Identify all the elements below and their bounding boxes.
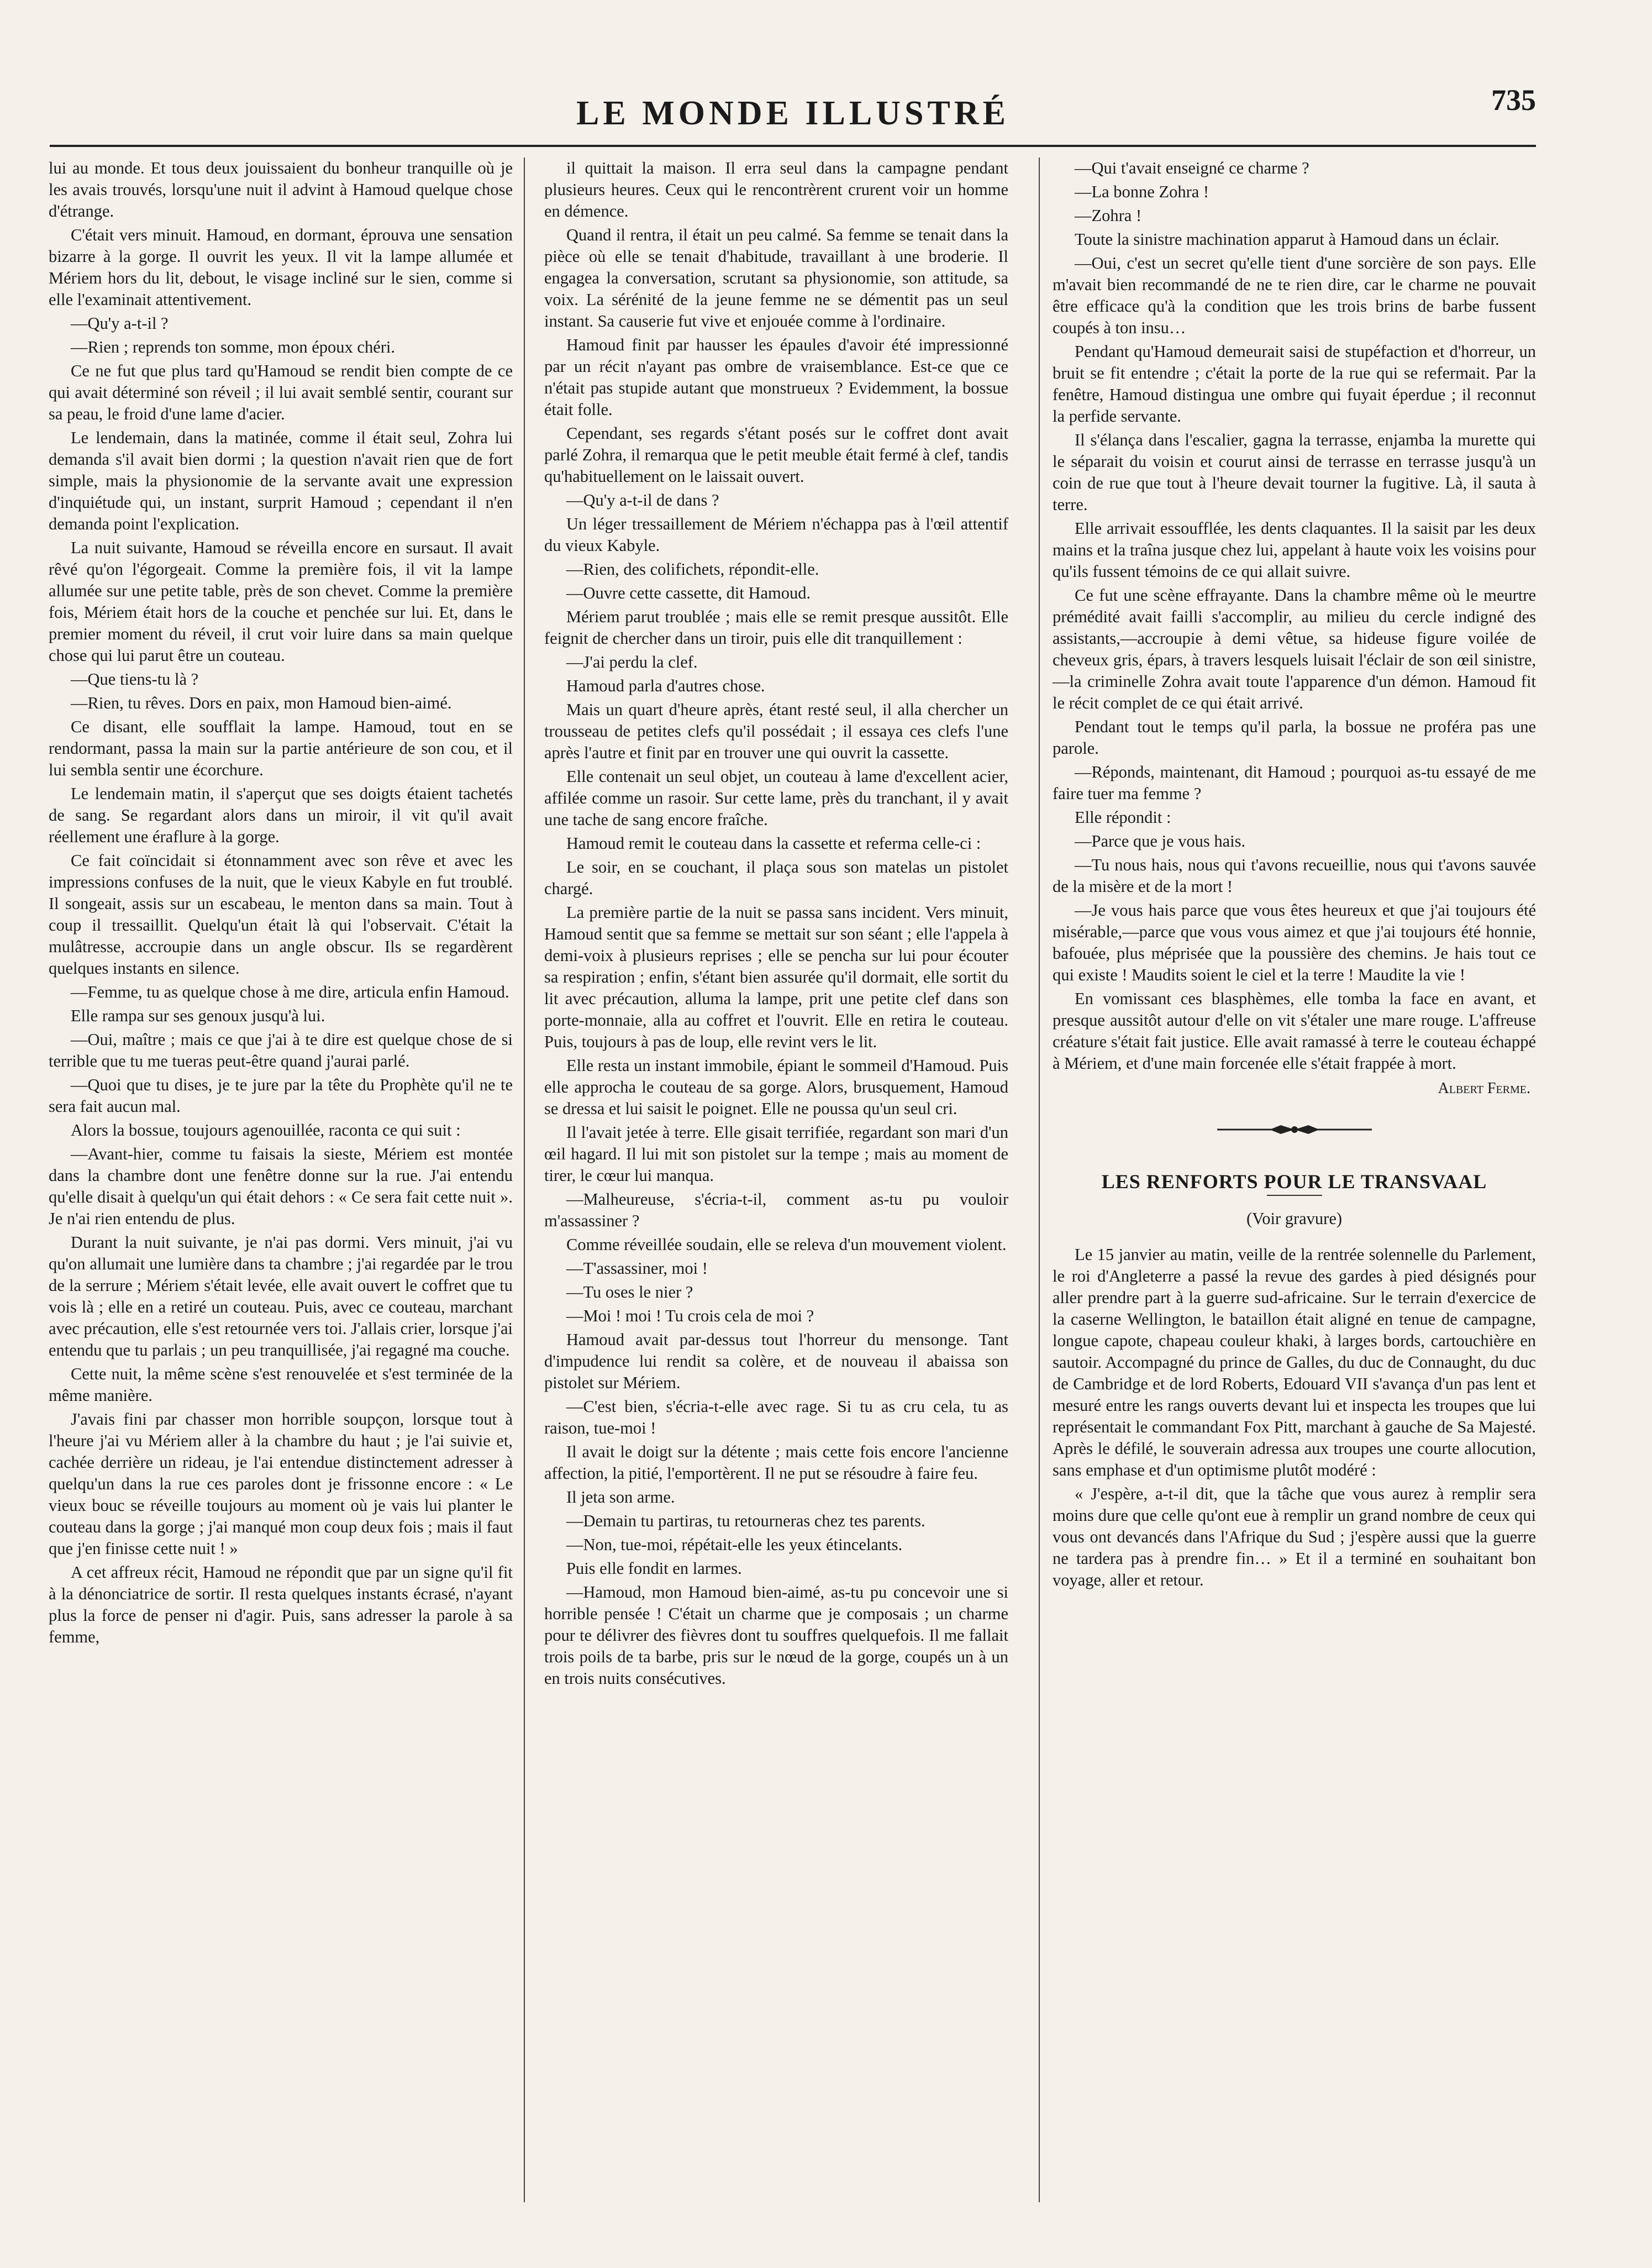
paragraph: —Oui, c'est un secret qu'elle tient d'une sorcière de son pays. Elle m'avait bien recommandé de ne te rien dire, car le charme ne pouvait être efficace qu'à la condition que les trois brins de barbe fussent coupés à ton insu…: [1053, 254, 1536, 337]
paragraph: Durant la nuit suivante, je n'ai pas dormi. Vers minuit, j'ai vu qu'on allumait une lumière dans ta chambre ; j'ai regardée par le trou de la serrure ; Mériem s'était levée, elle avait ouvert le coffret que tu vois là ; elle en a retiré un couteau. Puis, avec ce couteau, marchant avec précaution, elle s'est retournée vers toi. J'allais crier, lorsque j'ai entendu que tu parlais ; un peu tranquillisée, j'ai regagné ma couche.: [49, 1233, 513, 1359]
paragraph: Hamoud remit le couteau dans la cassette et referma celle-ci :: [566, 834, 981, 853]
paragraph: —Rien, tu rêves. Dors en paix, mon Hamoud bien-aimé.: [71, 694, 452, 712]
paragraph: —Rien, des colifichets, répondit-elle.: [566, 560, 819, 579]
column-divider: [1039, 158, 1040, 2202]
paragraph: —Ouvre cette cassette, dit Hamoud.: [566, 584, 811, 602]
paragraph: Elle resta un instant immobile, épiant le sommeil d'Hamoud. Puis elle approcha le couteau de sa gorge. Alors, brusquement, Hamoud se dressa et lui saisit le poignet. Elle ne poussa qu'un seul cri.: [544, 1056, 1008, 1118]
paragraph: Le lendemain, dans la matinée, comme il était seul, Zohra lui demanda s'il avait bien dormi ; la question n'avait rien que de fort simple, mais la physionomie de la servante avait une expression d'inquiétude qui, un instant, surprit Hamoud ; cependant il n'en demanda point l'explication.: [49, 428, 513, 533]
column-divider: [524, 158, 525, 2202]
paragraph: Elle arrivait essoufflée, les dents claquantes. Il la saisit par les deux mains et la traîna jusque chez lui, appelant à haute voix les voisins pour qu'ils fussent témoins de ce qui allait suivre.: [1053, 519, 1536, 581]
paragraph: —Zohra !: [1075, 206, 1142, 225]
paragraph: —Avant-hier, comme tu faisais la sieste, Mériem est montée dans la chambre dont une fenêtre donne sur la rue. J'ai entendu qu'elle disait à quelqu'un qui était dehors : « Ce sera fait cette nuit ». Je n'ai rien entendu de plus.: [49, 1144, 513, 1228]
paragraph: —Qu'y a-t-il de dans ?: [566, 491, 719, 510]
paragraph: J'avais fini par chasser mon horrible soupçon, lorsque tout à l'heure j'ai vu Mériem aller à la chambre du haut ; je l'ai suivie et, cachée derrière un rideau, je l'ai entendue distinctement adresser à quelqu'un dans la rue ces paroles dont je frissonne encore : « Le vieux bouc se réveille toujours au moment où je vais lui planter le couteau dans la gorge ; j'ai manqué mon coup deux fois ; mais il faut que j'en finisse cette nuit ! »: [49, 1410, 513, 1558]
paragraph: —Tu oses le nier ?: [566, 1283, 693, 1301]
paragraph: Il avait le doigt sur la détente ; mais cette fois encore l'ancienne affection, la pitié, l'emportèrent. Il ne put se résoudre à faire feu.: [544, 1442, 1008, 1483]
paragraph: —Rien ; reprends ton somme, mon époux chéri.: [71, 338, 396, 356]
paragraph: Le 15 janvier au matin, veille de la rentrée solennelle du Parlement, le roi d'Angleterre a passé la revue des gardes à pied désignés pour aller prendre part à la guerre sud-africaine. Sur le terrain d'exercice de la caserne Wellington, le bataillon était aligné en tenue de campagne, longue capote, chapeau couleur khaki, à larges bords, cartouchière en sautoir. Accompagné du prince de Galles, du duc de Connaught, du duc de Cambridge et de lord Roberts, Edouard VII s'avança d'un pas lent et mesuré entre les rangs ouverts devant lui et inspecta les troupes que lui représentait le commandant Fox Pitt, marchant à gauche de Sa Majesté. Après le défilé, le souverain adressa aux troupes une courte allocution, sans emphase et d'un optimisme plutôt modéré :: [1053, 1245, 1536, 1479]
paragraph: —Que tiens-tu là ?: [71, 670, 199, 689]
paragraph: Hamoud finit par hausser les épaules d'avoir été impressionné par un récit n'ayant pas ombre de vraisemblance. Est-ce que ce n'était pas stupide autant que monstrueux ? Evidemment, la bossue était folle.: [544, 335, 1008, 419]
paragraph: —Non, tue-moi, répétait-elle les yeux étincelants.: [566, 1535, 903, 1554]
section-subtitle: (Voir gravure): [1246, 1209, 1343, 1228]
paragraph: —Parce que je vous hais.: [1075, 832, 1246, 851]
column-2: [544, 158, 1008, 1692]
masthead-title: LE MONDE ILLUSTRÉ: [576, 95, 1009, 132]
paragraph: —Femme, tu as quelque chose à me dire, articula enfin Hamoud.: [71, 983, 509, 1001]
column-3: [1053, 158, 1536, 1593]
paragraph: Pendant tout le temps qu'il parla, la bossue ne proféra pas une parole.: [1053, 717, 1536, 758]
paragraph: —Moi ! moi ! Tu crois cela de moi ?: [566, 1306, 814, 1325]
paragraph: Puis elle fondit en larmes.: [566, 1559, 742, 1578]
paragraph: Comme réveillée soudain, elle se releva d'un mouvement violent.: [566, 1235, 1007, 1254]
paragraph: La première partie de la nuit se passa sans incident. Vers minuit, Hamoud sentit que sa femme se mettait sur son séant ; elle l'appela à demi-voix à plusieurs reprises ; elle se pencha sur lui pour écouter sa respiration ; enfin, s'étant bien assurée qu'il dormait, elle sortit du lit avec précaution, alluma la lampe, prit une petite clef dans son porte-monnaie, alla au coffret et l'ouvrit. Elle en retira le couteau. Puis, toujours à pas de loup, elle revint vers le lit.: [544, 903, 1008, 1051]
paragraph: Ce fait coïncidait si étonnamment avec son rêve et avec les impressions confuses de la nuit, que le vieux Kabyle en fut troublé. Il songeait, assis sur un escabeau, le menton dans sa main. Tout à coup il tressaillit. Quelqu'un était là qui l'observait. C'était la mulâtresse, accroupie dans un angle obscur. Ils se regardèrent quelques instants en silence.: [49, 851, 513, 978]
paragraph: Ce ne fut que plus tard qu'Hamoud se rendit bien compte de ce qui avait déterminé son réveil ; il lui avait semblé sentir, courant sur sa peau, le froid d'une lame d'acier.: [49, 361, 513, 423]
ornament-divider-icon: [1212, 1121, 1377, 1138]
paragraph: Hamoud parla d'autres chose.: [566, 676, 765, 695]
paragraph: En vomissant ces blasphèmes, elle tomba la face en avant, et presque aussitôt autour d'elle on vit s'étaler une mare rouge. L'affreuse créature s'était fait justice. Elle avait ramassé à terre le couteau échappé à Mériem, et d'une main forcenée elle s'était frappée à mort.: [1053, 989, 1536, 1073]
paragraph: Ce fut une scène effrayante. Dans la chambre même où le meurtre prémédité avait failli s'accomplir, au milieu du cercle indigné des assistants,—accroupie à demi vêtue, sa hideuse figure voilée de cheveux gris, épars, à travers lesquels luisait l'éclair de son œil sinistre,—la criminelle Zohra avait toute l'apparence d'un démon. Hamoud fit le récit complet de ce qui était arrivé.: [1053, 586, 1536, 712]
section-title: LES RENFORTS POUR LE TRANSVAAL: [1101, 1170, 1487, 1193]
paragraph: —J'ai perdu la clef.: [566, 653, 698, 671]
paragraph: Hamoud avait par-dessus tout l'horreur du mensonge. Tant d'impudence lui rendit sa colère, et de nouveau il abaissa son pistolet sur Mériem.: [544, 1330, 1008, 1392]
paragraph: Mais un quart d'heure après, étant resté seul, il alla chercher un trousseau de petites clefs qu'il possédait ; il essaya ces clefs l'une après l'autre et finit par en trouver une qui ouvrit la cassette.: [544, 700, 1008, 762]
page-header: [50, 77, 1536, 138]
title-rule: [1267, 1195, 1322, 1196]
paragraph: Le lendemain matin, il s'aperçut que ses doigts étaient tachetés de sang. Se regardant alors dans un miroir, il vit qu'il avait réellement une éraflure à la gorge.: [49, 784, 513, 846]
paragraph: La nuit suivante, Hamoud se réveilla encore en sursaut. Il avait rêvé qu'on l'égorgeait. Comme la première fois, il vit la lampe allumée sur une petite table, près de son chevet. Comme la première fois, Mériem était hors de la couche et penchée sur lui. Et, dans le premier moment du réveil, il crut voir luire dans sa main quelque chose qui lui parut être un couteau.: [49, 538, 513, 665]
paragraph: —Qui t'avait enseigné ce charme ?: [1075, 159, 1309, 177]
paragraph: Elle répondit :: [1075, 808, 1171, 827]
paragraph: —Hamoud, mon Hamoud bien-aimé, as-tu pu concevoir une si horrible pensée ! C'était un charme que je composais ; un charme pour te délivrer des fièvres dont tu souffres quelquefois. Il me fallait trois poils de ta barbe, pris sur le nœud de la gorge, coupés un à un en trois nuits consécutives.: [544, 1583, 1008, 1688]
paragraph: Alors la bossue, toujours agenouillée, raconta ce qui suit :: [71, 1121, 461, 1140]
paragraph: Ce disant, elle soufflait la lampe. Hamoud, tout en se rendormant, passa la main sur la partie antérieure de son cou, et il lui sembla sentir une écorchure.: [49, 717, 513, 779]
paragraph: C'était vers minuit. Hamoud, en dormant, éprouva une sensation bizarre à la gorge. Il ouvrit les yeux. Il vit la lampe allumée et Mériem hors du lit, debout, le visage incliné sur le sien, comme si elle l'examinait attentivement.: [49, 225, 513, 309]
paragraph: —La bonne Zohra !: [1075, 182, 1209, 201]
paragraph: lui au monde. Et tous deux jouissaient du bonheur tranquille où je les avais trouvés, lorsqu'une nuit il advint à Hamoud quelque chose d'étrange.: [49, 159, 513, 221]
paragraph: Mériem parut troublée ; mais elle se remit presque aussitôt. Elle feignit de chercher dans un tiroir, puis elle dit tranquillement :: [544, 607, 1008, 648]
paragraph: —Oui, maître ; mais ce que j'ai à te dire est quelque chose de si terrible que tu me tueras peut-être quand j'aurai parlé.: [49, 1030, 513, 1070]
paragraph: Pendant qu'Hamoud demeurait saisi de stupéfaction et d'horreur, un bruit se fit entendre ; c'était la porte de la rue qui se refermait. Par la fenêtre, Hamoud distingua une ombre qui fuyait éperdue ; il reconnut la perfide servante.: [1053, 342, 1536, 426]
column-3-story: [1053, 158, 1536, 1074]
page-number: 735: [1491, 83, 1536, 117]
paragraph: Cette nuit, la même scène s'est renouvelée et s'est terminée de la même manière.: [49, 1364, 513, 1405]
header-rule: [50, 145, 1536, 147]
paragraph: —T'assassiner, moi !: [566, 1259, 708, 1278]
paragraph: Le soir, en se couchant, il plaça sous son matelas un pistolet chargé.: [544, 858, 1008, 898]
author-signature: Albert Ferme.: [1438, 1080, 1530, 1097]
paragraph: —Qu'y a-t-il ?: [71, 314, 169, 333]
paragraph: Il jeta son arme.: [566, 1488, 675, 1506]
paragraph: —Demain tu partiras, tu retourneras chez tes parents.: [566, 1511, 925, 1530]
paragraph: A cet affreux récit, Hamoud ne répondit que par un signe qu'il fit à la dénonciatrice de sortir. Il resta quelques instants écrasé, n'ayant plus la force de penser ni d'agir. Puis, sans adresser la parole à sa femme,: [49, 1563, 513, 1646]
paragraph: —Quoi que tu dises, je te jure par la tête du Prophète qu'il ne te sera fait aucun mal.: [49, 1075, 513, 1116]
paragraph: Elle contenait un seul objet, un couteau à lame d'excellent acier, affilée comme un rasoir. Sur cette lame, près du tranchant, il y avait une tache de sang encore fraîche.: [544, 767, 1008, 829]
paragraph: « J'espère, a-t-il dit, que la tâche que vous aurez à remplir sera moins dure que celle qu'ont eue à remplir un grand nombre de ceux qui vous ont devancés dans l'Afrique du Sud ; j'espère aussi que la guerre ne tardera pas à prendre fin… » Et il a terminé en souhaitant bon voyage, aller et retour.: [1053, 1484, 1536, 1589]
paragraph: —Tu nous hais, nous qui t'avons recueillie, nous qui t'avons sauvée de la misère et de la mort !: [1053, 855, 1536, 896]
paragraph: —Malheureuse, s'écria-t-il, comment as-tu pu vouloir m'assassiner ?: [544, 1190, 1008, 1230]
paragraph: —Je vous hais parce que vous êtes heureux et que j'ai toujours été misérable,—parce que vous vous aimez et que j'ai toujours été honnie, bafouée, plus méprisée que la poussière des chemins. Je hais tout ce qui existe ! Maudits soient le ciel et la terre ! Maudite la vie !: [1053, 901, 1536, 984]
paragraph: Quand il rentra, il était un peu calmé. Sa femme se tenait dans la pièce où elle se tenait d'habitude, travaillant à une broderie. Il engagea la conversation, scrutant sa physionomie, son attitude, sa voix. La sérénité de la jeune femme ne se démentit pas un seul instant. Sa causerie fut vive et enjouée comme à l'ordinaire.: [544, 225, 1008, 330]
paragraph: Il l'avait jetée à terre. Elle gisait terrifiée, regardant son mari d'un œil hagard. Il lui mit son pistolet sur la tempe ; mais au moment de tirer, le cœur lui manqua.: [544, 1123, 1008, 1185]
paragraph: —Réponds, maintenant, dit Hamoud ; pourquoi as-tu essayé de me faire tuer ma femme ?: [1053, 763, 1536, 803]
section-body: [1053, 1244, 1536, 1591]
paragraph: Elle rampa sur ses genoux jusqu'à lui.: [71, 1006, 325, 1025]
paragraph: —C'est bien, s'écria-t-elle avec rage. Si tu as cru cela, tu as raison, tue-moi !: [544, 1397, 1008, 1437]
column-1: [49, 158, 513, 1650]
paragraph: Toute la sinistre machination apparut à Hamoud dans un éclair.: [1075, 230, 1500, 249]
paragraph: Il s'élança dans l'escalier, gagna la terrasse, enjamba la murette qui le séparait du voisin et courut ainsi de terrasse en terrasse jusqu'à un coin de rue que tout à l'heure devait tourner la fugitive. Là, il sauta à terre.: [1053, 431, 1536, 514]
paragraph: Cependant, ses regards s'étant posés sur le coffret dont avait parlé Zohra, il remarqua que le petit meuble était fermé à clef, tandis qu'habituellement on le laissait ouvert.: [544, 424, 1008, 486]
paragraph: il quittait la maison. Il erra seul dans la campagne pendant plusieurs heures. Ceux qui le rencontrèrent crurent voir un homme en démence.: [544, 159, 1008, 221]
paragraph: Un léger tressaillement de Mériem n'échappa pas à l'œil attentif du vieux Kabyle.: [544, 514, 1008, 555]
